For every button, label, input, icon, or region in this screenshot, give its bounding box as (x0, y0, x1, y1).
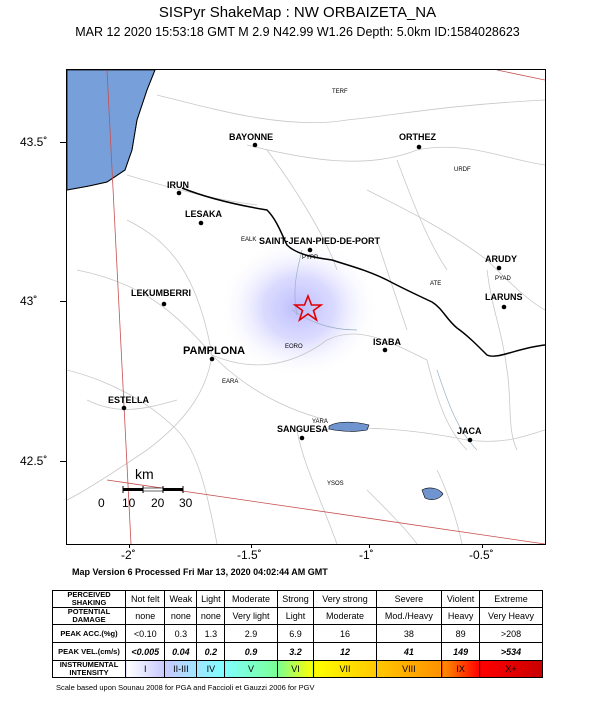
lat-label-43: 43˚ (20, 294, 38, 308)
city-label: LARUNS (485, 292, 523, 302)
map-title: SISPyr ShakeMap : NW ORBAIZETA_NA (158, 4, 437, 21)
station-label: PYAD (495, 276, 511, 282)
legend-cell: >534 (480, 643, 543, 661)
city-label: LEKUMBERRI (131, 288, 191, 298)
station-label: EALK (241, 237, 257, 243)
legend-cell: 89 (442, 625, 480, 643)
lon-label-minus1-5: -1.5˚ (237, 548, 262, 562)
scale-footnote: Scale based upon Sounau 2008 for PGA and Faccioli et Gauzzi 2006 for PGV (56, 683, 315, 692)
scale-tick: 0 (98, 496, 105, 510)
station-label: TERF (332, 89, 348, 95)
legend-cell: none (197, 608, 225, 625)
intensity-cell: IX (442, 661, 480, 678)
lat-label-42-5: 42.5˚ (20, 454, 48, 468)
intensity-cell: I (126, 661, 165, 678)
lake-jaca (422, 488, 443, 500)
legend-cell: Severe (376, 591, 442, 608)
intensity-legend (52, 590, 543, 678)
legend-row-header: PEAK VEL.(cm/s) (53, 643, 126, 661)
event-info: MAR 12 2020 15:53:18 GMT M 2.9 N42.99 W1.26 Depth: 5.0km ID:1584028623 (75, 25, 520, 39)
intensity-cell: VII (314, 661, 376, 678)
legend-cell: Light (197, 591, 225, 608)
legend-row-header: PERCEIVED SHAKING (53, 591, 126, 608)
legend-cell: Heavy (442, 608, 480, 625)
intensity-cell: V (225, 661, 277, 678)
legend-cell: Moderate (314, 608, 376, 625)
legend-cell: 6.9 (277, 625, 314, 643)
legend-cell: Strong (277, 591, 314, 608)
legend-cell: 1.3 (197, 625, 225, 643)
legend-cell: Very Heavy (480, 608, 543, 625)
intensity-cell: VI (277, 661, 314, 678)
legend-cell: 0.9 (225, 643, 277, 661)
station-label: EARA (222, 379, 239, 385)
ocean-bay-of-biscay (67, 70, 155, 190)
city-label: PAMPLONA (183, 345, 246, 357)
city-label: LESAKA (185, 209, 223, 219)
scale-unit: km (135, 466, 154, 482)
scale-tick: 10 (122, 496, 136, 510)
station-label: ATE (430, 281, 442, 287)
lon-label-minus2: -2˚ (121, 548, 136, 562)
legend-cell: 2.9 (225, 625, 277, 643)
city-label: SAINT-JEAN-PIED-DE-PORT (259, 236, 381, 246)
legend-cell: Mod./Heavy (376, 608, 442, 625)
legend-cell: 0.2 (197, 643, 225, 661)
scale-tick: 30 (179, 496, 193, 510)
legend-cell: Light (277, 608, 314, 625)
intensity-cell: IV (197, 661, 225, 678)
station-label: PYPP (302, 255, 319, 261)
legend-cell: Very light (225, 608, 277, 625)
legend-cell: none (165, 608, 197, 625)
legend-cell: <0.10 (126, 625, 165, 643)
legend-row-header: PEAK ACC.(%g) (53, 625, 126, 643)
city-label: SANGUESA (277, 424, 329, 434)
legend-cell: 0.3 (165, 625, 197, 643)
map-version: Map Version 6 Processed Fri Mar 13, 2020 04:02:44 AM GMT (72, 567, 328, 577)
city-label: ARUDY (485, 254, 518, 264)
legend-cell: 16 (314, 625, 376, 643)
station-label: EORO (285, 344, 303, 350)
intensity-cell: VIII (376, 661, 442, 678)
city-label: BAYONNE (229, 132, 274, 142)
city-label: ESTELLA (108, 395, 150, 405)
legend-cell: Extreme (480, 591, 543, 608)
city-label: ISABA (373, 337, 402, 347)
intensity-cell: II-III (165, 661, 197, 678)
legend-cell: >208 (480, 625, 543, 643)
legend-cell: Moderate (225, 591, 277, 608)
legend-cell: 12 (314, 643, 376, 661)
shake-map[interactable] (66, 69, 546, 545)
map-canvas (67, 70, 545, 544)
grid-line-red (497, 70, 545, 80)
city-label: ORTHEZ (399, 132, 436, 142)
station-label: YARA (312, 419, 328, 425)
city-label: JACA (457, 426, 482, 436)
legend-cell: 0.04 (165, 643, 197, 661)
legend-cell: 38 (376, 625, 442, 643)
station-label: URDF (454, 167, 471, 173)
legend-cell: 149 (442, 643, 480, 661)
legend-cell: 3.2 (277, 643, 314, 661)
intensity-cell: X+ (480, 661, 543, 678)
station-label: YSOS (327, 481, 344, 487)
lat-label-43-5: 43.5˚ (20, 135, 48, 149)
city-label: IRUN (167, 180, 189, 190)
legend-cell: Very strong (314, 591, 376, 608)
legend-cell: Not felt (126, 591, 165, 608)
scale-tick: 20 (151, 496, 165, 510)
legend-cell: none (126, 608, 165, 625)
legend-cell: Violent (442, 591, 480, 608)
lon-label-minus0-5: -0.5˚ (469, 548, 494, 562)
legend-row-header: INSTRUMENTAL INTENSITY (53, 661, 126, 678)
lon-label-minus1: -1˚ (359, 548, 374, 562)
legend-row-header: POTENTIAL DAMAGE (53, 608, 126, 625)
legend-cell: 41 (376, 643, 442, 661)
legend-cell: <0.005 (126, 643, 165, 661)
legend-cell: Weak (165, 591, 197, 608)
lake-yesa (329, 422, 369, 431)
